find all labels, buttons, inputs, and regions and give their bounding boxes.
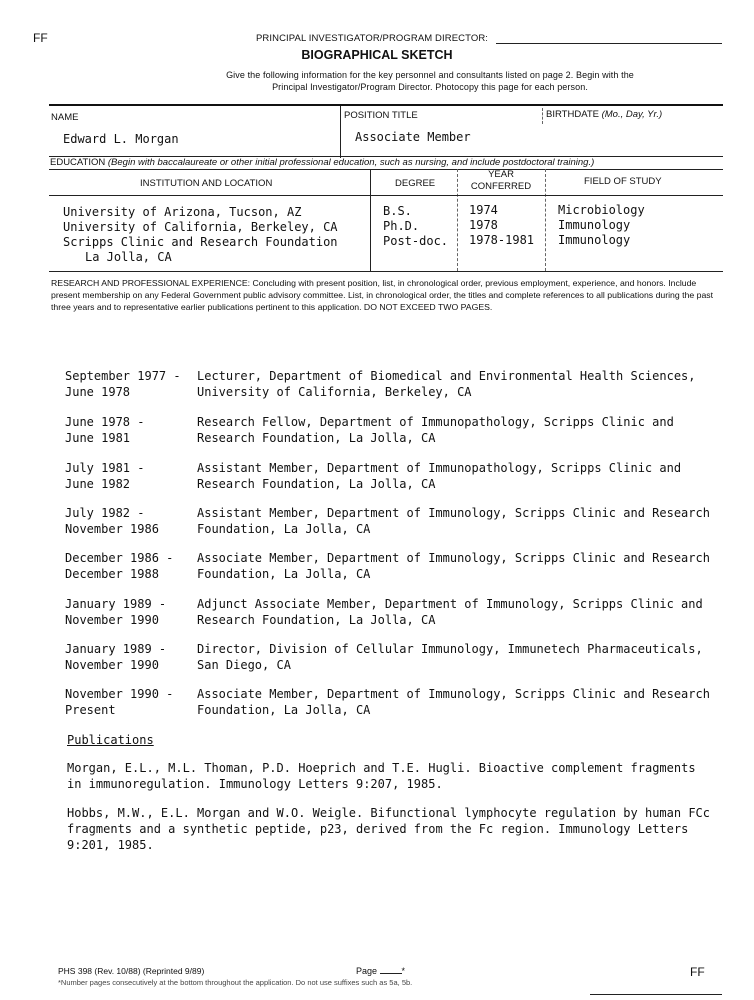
experience-dates: July 1982 - November 1986 — [65, 506, 159, 536]
footer-bottom-rule — [590, 994, 722, 995]
education-label-line — [50, 157, 594, 168]
name-value: Edward L. Morgan — [63, 132, 179, 146]
education-bottom-rule — [49, 271, 723, 272]
education-row-1-degree: B.S. — [383, 204, 412, 218]
experience-dates: January 1989 - November 1990 — [65, 642, 167, 672]
education-note: (Begin with baccalaureate or other initial professional education, such as nursing, and include postdoctoral training.) — [107, 157, 595, 168]
publication-item-2: Hobbs, M.W., E.L. Morgan and W.O. Weigle. Bifunctional lymphocyte regulation by human FCc fragments and a synthetic peptide, p23, derived from the Fc region. Immunology Letters 9:201, 1985. — [67, 806, 710, 852]
education-row-3-year: 1978-1981 — [469, 233, 535, 247]
col-year-header-bottom: CONFERRED — [470, 181, 532, 192]
experience-text: Associate Member, Department of Immunology, Scripps Clinic and Research Foundation, La Jolla, CA — [197, 551, 710, 581]
education-row-2-degree: Ph.D. — [383, 219, 420, 233]
education-top-rule — [49, 169, 723, 170]
experience-dates: November 1990 - Present — [65, 687, 174, 717]
identity-divider-2 — [542, 108, 543, 124]
education-row-1-institution: University of Arizona, Tucson, AZ — [63, 205, 302, 219]
education-divider-field — [545, 169, 546, 271]
experience-text: Director, Division of Cellular Immunology, Immunetech Pharmaceuticals, San Diego, CA — [197, 642, 703, 672]
form-code-top-left: FF — [33, 31, 48, 45]
form-code-bottom-right: FF — [690, 965, 705, 979]
identity-divider-1 — [340, 106, 341, 158]
experience-dates: December 1986 - December 1988 — [65, 551, 174, 581]
birthdate-label-text: BIRTHDATE — [546, 109, 599, 120]
education-row-3-field: Immunology — [558, 233, 631, 247]
education-institution-continuation: La Jolla, CA — [85, 250, 172, 264]
birthdate-hint: (Mo., Day, Yr.) — [601, 109, 663, 120]
pi-underline — [496, 43, 722, 44]
experience-dates: January 1989 - November 1990 — [65, 597, 167, 627]
col-degree-header: DEGREE — [395, 178, 436, 189]
footer-note: *Number pages consecutively at the bottom throughout the application. Do not use suffixes such as 5a, 5b. — [58, 978, 413, 987]
education-row-1-field: Microbiology — [558, 203, 645, 217]
col-field-header: FIELD OF STUDY — [584, 176, 662, 187]
education-header-rule — [49, 195, 723, 196]
pi-label: PRINCIPAL INVESTIGATOR/PROGRAM DIRECTOR: — [256, 33, 489, 44]
top-rule — [49, 104, 723, 106]
education-row-2-institution: University of California, Berkeley, CA — [63, 220, 338, 234]
publication-item-1: Morgan, E.L., M.L. Thoman, P.D. Hoeprich and T.E. Hugli. Bioactive complement fragments in immunoregulation. Immunology Letters 9:207, 1985. — [67, 761, 696, 791]
form-id: PHS 398 (Rev. 10/88) (Reprinted 9/89) — [58, 966, 205, 976]
education-row-3-degree: Post-doc. — [383, 234, 449, 248]
position-title-value: Associate Member — [355, 130, 471, 144]
form-instructions: Give the following information for the key personnel and consultants listed on page 2. Begin with the Principal Investigator/Program Director. Photocopy this page for each person. — [226, 70, 634, 92]
experience-text: Research Fellow, Department of Immunopathology, Scripps Clinic and Research Foundation, La Jolla, CA — [197, 415, 674, 445]
experience-text: Assistant Member, Department of Immunopathology, Scripps Clinic and Research Foundation, La Jolla, CA — [197, 461, 682, 491]
experience-dates: September 1977 - June 1978 — [65, 369, 181, 399]
experience-text: Associate Member, Department of Immunology, Scripps Clinic and Research Foundation, La Jolla, CA — [197, 687, 710, 717]
education-row-3-institution: Scripps Clinic and Research Foundation — [63, 235, 338, 249]
col-year-header-top: YEAR — [488, 169, 514, 180]
publications-heading: Publications — [67, 733, 154, 747]
education-row-2-field: Immunology — [558, 218, 631, 232]
position-title-label: POSITION TITLE — [344, 110, 418, 121]
education-row-2-year: 1978 — [469, 218, 498, 232]
page-label: Page — [356, 966, 378, 976]
experience-text: Lecturer, Department of Biomedical and Environmental Health Sciences, University of California, Berkeley, CA — [197, 369, 696, 399]
experience-dates: June 1978 - June 1981 — [65, 415, 145, 445]
page-marker: * — [401, 966, 406, 976]
education-divider-degree — [370, 169, 371, 271]
education-row-1-year: 1974 — [469, 203, 498, 217]
name-label: NAME — [51, 112, 79, 123]
experience-text: Adjunct Associate Member, Department of Immunology, Scripps Clinic and Research Foundation, La Jolla, CA — [197, 597, 703, 627]
experience-text: Assistant Member, Department of Immunology, Scripps Clinic and Research Foundation, La Jolla, CA — [197, 506, 710, 536]
experience-heading: RESEARCH AND PROFESSIONAL EXPERIENCE: Concluding with present position, list, in chronological order, previous employment, experience, and honors. Include present membership on any Federal Government public advisory committee. List, in chronological order, the titles and complete references to all publications during the past three years and to representative earlier publications pertinent to this application. DO NOT EXCEED TWO PAGES. — [51, 278, 714, 312]
birthdate-label — [546, 109, 662, 120]
experience-dates: July 1981 - June 1982 — [65, 461, 145, 491]
page-number — [356, 965, 405, 976]
form-title: BIOGRAPHICAL SKETCH — [301, 48, 453, 62]
page-number-blank — [380, 965, 402, 974]
col-institution-header: INSTITUTION AND LOCATION — [140, 178, 273, 189]
education-label: EDUCATION — [50, 157, 106, 168]
